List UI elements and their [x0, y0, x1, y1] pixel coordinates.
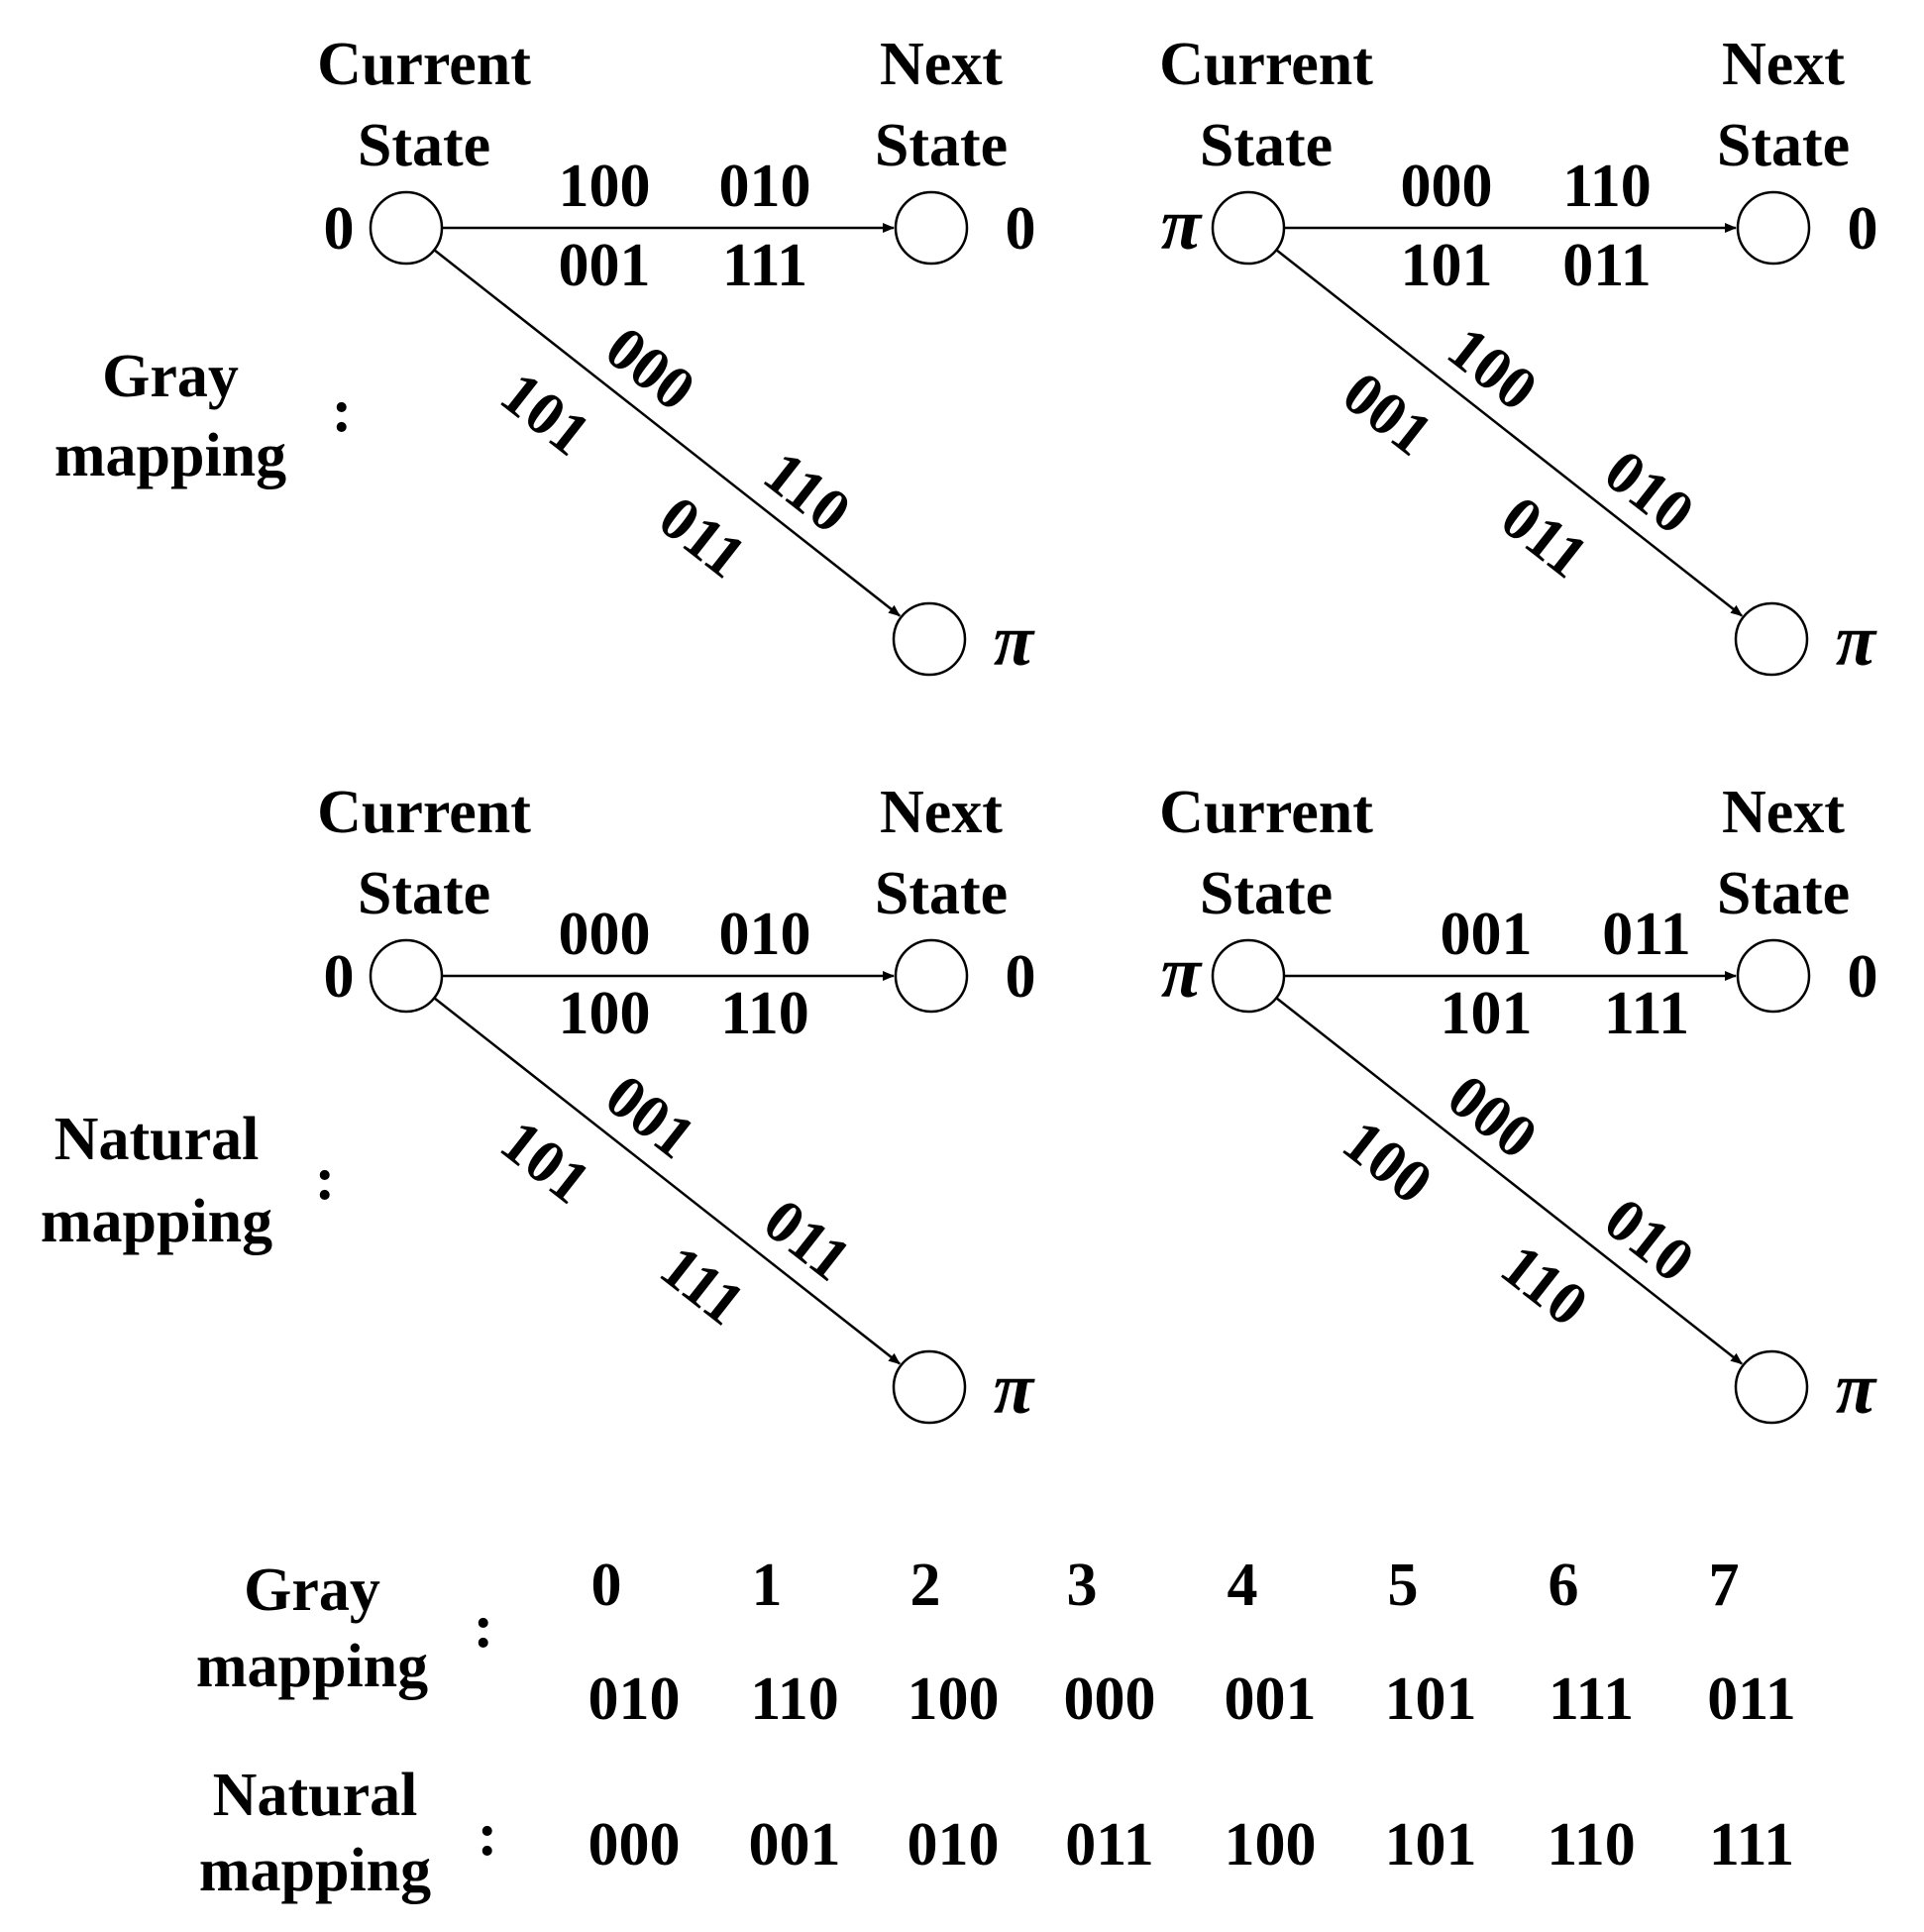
- branch-label: 001: [1330, 359, 1444, 470]
- mapping-row-0: [54, 31, 1878, 682]
- natural-code: 100: [1224, 1811, 1317, 1878]
- branch-label: 011: [1562, 232, 1652, 299]
- row-label-line1: Gray: [102, 343, 239, 410]
- branch-label: 110: [751, 438, 863, 547]
- mapping-table: [196, 1552, 1796, 1904]
- next-state-value: 0: [1005, 195, 1036, 263]
- branch-label: 010: [1591, 437, 1707, 548]
- table-colon: :: [473, 1593, 494, 1661]
- row-label-line2: mapping: [40, 1188, 273, 1255]
- diagonal-transition-arrow: [1276, 998, 1742, 1363]
- next-state-header: State: [1716, 112, 1851, 179]
- branch-label: 100: [558, 980, 651, 1047]
- gray-code: 011: [1707, 1665, 1796, 1733]
- natural-code: 010: [907, 1811, 1000, 1878]
- natural-code: 001: [748, 1811, 841, 1878]
- branch-label: 111: [1603, 980, 1690, 1047]
- current-state-header: State: [1199, 112, 1334, 179]
- diagonal-transition-arrow: [434, 250, 900, 615]
- next-state-node: [894, 603, 965, 675]
- current-state-node: [1213, 192, 1284, 264]
- natural-code: 011: [1065, 1811, 1154, 1878]
- gray-code: 000: [1063, 1665, 1156, 1733]
- gray-code: 101: [1384, 1665, 1477, 1733]
- natural-code: 111: [1708, 1811, 1795, 1878]
- current-state-value: π: [1160, 932, 1202, 1014]
- branch-label: 100: [1330, 1107, 1444, 1218]
- next-state-node: [896, 192, 967, 264]
- branch-label: 001: [558, 232, 651, 299]
- next-state-value: π: [993, 1348, 1034, 1430]
- next-state-node: [1736, 603, 1807, 675]
- branch-label: 101: [1400, 232, 1493, 299]
- current-state-header: State: [357, 112, 491, 179]
- branch-label: 011: [1488, 483, 1600, 591]
- next-state-value: 0: [1847, 195, 1878, 263]
- next-state-header: State: [874, 112, 1009, 179]
- next-state-header: State: [874, 860, 1009, 927]
- natural-code: 000: [588, 1811, 681, 1878]
- next-state-node: [894, 1351, 965, 1423]
- branch-label: 010: [718, 901, 811, 968]
- branch-label: 001: [1440, 901, 1533, 968]
- diagonal-transition-arrow: [434, 998, 900, 1363]
- current-state-header: State: [357, 860, 491, 927]
- next-state-header: Next: [1722, 779, 1845, 846]
- current-state-node: [371, 940, 442, 1012]
- branch-label: 110: [720, 980, 809, 1047]
- branch-label: 101: [487, 1107, 602, 1218]
- table-label-natural: Natural: [212, 1762, 418, 1829]
- next-state-node: [1738, 192, 1809, 264]
- table-label-gray: Gray: [244, 1556, 380, 1624]
- next-state-header: Next: [880, 31, 1003, 98]
- row-label-line2: mapping: [53, 422, 287, 489]
- branch-label: 000: [558, 901, 651, 968]
- current-state-header: Current: [317, 779, 531, 846]
- next-state-value: π: [1835, 1348, 1876, 1430]
- next-state-header: Next: [880, 779, 1003, 846]
- next-state-node: [896, 940, 967, 1012]
- trellis-panel: [317, 31, 1035, 682]
- table-label-natural: mapping: [198, 1837, 432, 1904]
- branch-label: 011: [751, 1186, 863, 1295]
- next-state-header: State: [1716, 860, 1851, 927]
- diagonal-transition-arrow: [1276, 250, 1742, 615]
- gray-code: 111: [1548, 1665, 1635, 1733]
- gray-code: 110: [750, 1665, 839, 1733]
- row-label-colon: :: [314, 1145, 336, 1213]
- branch-label: 010: [1591, 1185, 1707, 1296]
- next-state-node: [1736, 1351, 1807, 1423]
- gray-code: 001: [1224, 1665, 1317, 1733]
- branch-label: 100: [1435, 313, 1550, 424]
- table-colon: :: [477, 1801, 498, 1869]
- symbol-index: 0: [590, 1552, 622, 1619]
- current-state-header: Current: [317, 31, 531, 98]
- symbol-index: 3: [1066, 1552, 1098, 1619]
- next-state-node: [1738, 940, 1809, 1012]
- next-state-value: π: [993, 600, 1034, 682]
- trellis-panel: [314, 779, 1036, 1430]
- natural-code: 110: [1547, 1811, 1636, 1878]
- next-state-value: π: [1835, 600, 1876, 682]
- branch-label: 101: [487, 359, 602, 470]
- current-state-header: Current: [1159, 779, 1373, 846]
- current-state-header: Current: [1159, 31, 1373, 98]
- symbol-index: 2: [909, 1552, 941, 1619]
- row-label-line1: Natural: [53, 1106, 260, 1173]
- symbol-index: 1: [751, 1552, 783, 1619]
- branch-label: 001: [592, 1061, 707, 1172]
- symbol-index: 6: [1548, 1552, 1579, 1619]
- gray-code: 100: [907, 1665, 1000, 1733]
- branch-label: 101: [1440, 980, 1533, 1047]
- branch-label: 010: [718, 153, 811, 220]
- next-state-value: 0: [1847, 943, 1878, 1011]
- next-state-value: 0: [1005, 943, 1036, 1011]
- next-state-header: Next: [1722, 31, 1845, 98]
- branch-label: 111: [647, 1233, 757, 1339]
- symbol-index: 5: [1387, 1552, 1419, 1619]
- symbol-index: 4: [1227, 1552, 1258, 1619]
- branch-label: 011: [1602, 901, 1691, 968]
- row-label-colon: :: [331, 377, 353, 445]
- branch-label: 000: [1435, 1061, 1550, 1172]
- natural-code: 101: [1384, 1811, 1477, 1878]
- current-state-value: 0: [323, 195, 355, 263]
- mapping-row-1: [41, 779, 1878, 1430]
- branch-label: 000: [592, 313, 707, 424]
- current-state-node: [371, 192, 442, 264]
- current-state-value: π: [1160, 184, 1202, 266]
- table-label-gray: mapping: [195, 1633, 429, 1700]
- current-state-value: 0: [323, 943, 355, 1011]
- branch-label: 110: [1488, 1232, 1600, 1340]
- current-state-node: [1213, 940, 1284, 1012]
- gray-code: 010: [588, 1665, 681, 1733]
- symbol-index: 7: [1708, 1552, 1740, 1619]
- branch-label: 110: [1562, 153, 1652, 220]
- branch-label: 111: [721, 232, 808, 299]
- current-state-header: State: [1199, 860, 1334, 927]
- branch-label: 100: [558, 153, 651, 220]
- trellis-panel: [1159, 31, 1877, 682]
- trellis-panel: [1159, 779, 1877, 1430]
- branch-label: 011: [646, 483, 758, 591]
- branch-label: 000: [1400, 153, 1493, 220]
